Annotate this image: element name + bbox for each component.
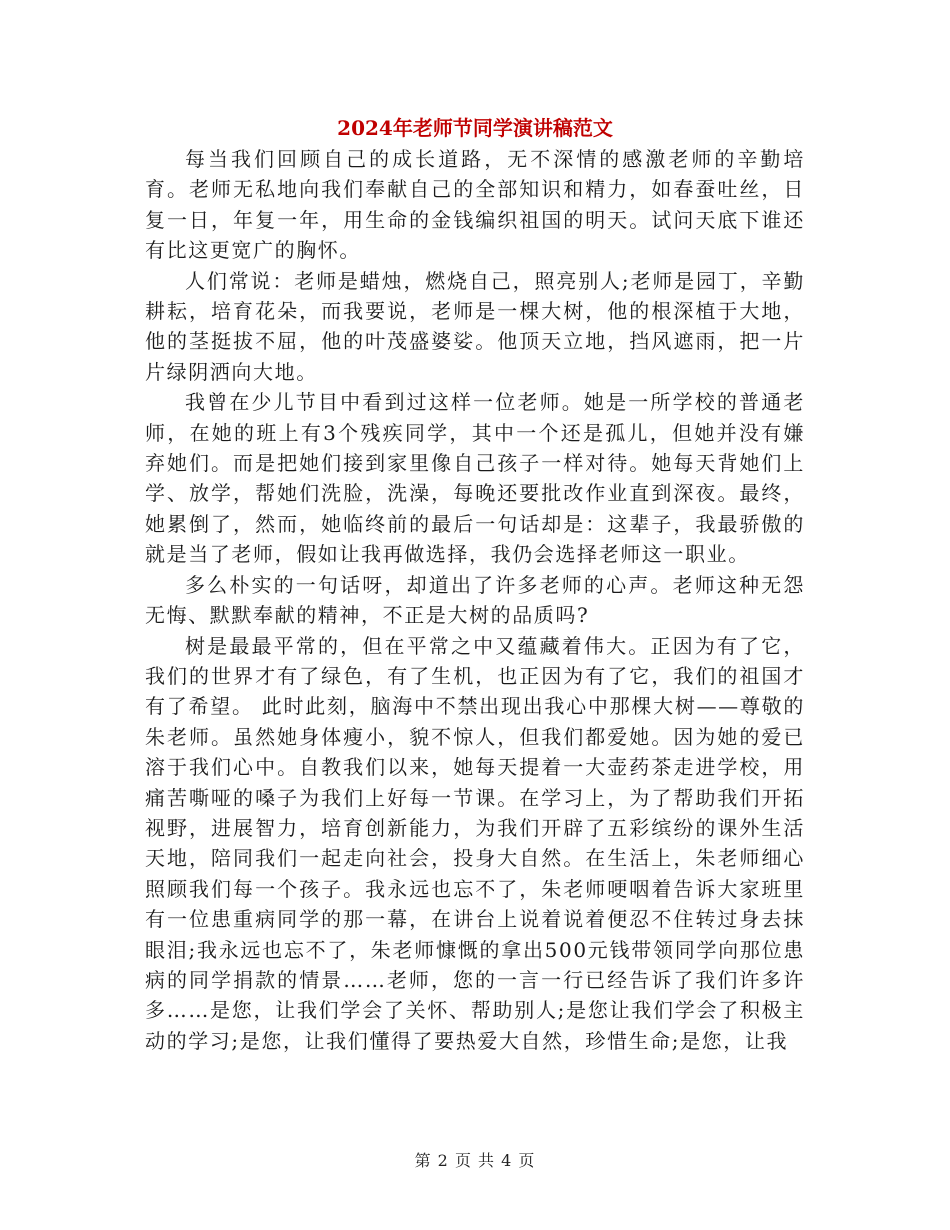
document-body: [145, 144, 805, 1056]
document-title: 2024年老师节同学演讲稿范文: [337, 116, 613, 140]
paragraph-4: 多么朴实的一句话呀，却道出了许多老师的心声。老师这种无怨无悔、默默奉献的精神，不正是大树的品质吗?: [145, 572, 805, 628]
paragraph-3: 我曾在少儿节目中看到过这样一位老师。她是一所学校的普通老师，在她的班上有3个残疾同学，其中一个还是孤儿，但她并没有嫌弃她们。而是把她们接到家里像自己孩子一样对待。她每天背她们上学、放学，帮她们洗脸，洗澡，每晚还要批改作业直到深夜。最终，她累倒了，然而，她临终前的最后一句话却是：这辈子，我最骄傲的就是当了老师，假如让我再做选择，我仍会选择老师这一职业。: [145, 390, 805, 567]
document-page: [145, 0, 805, 1230]
page-footer: [145, 1150, 805, 1172]
page-number: 第 2 页 共 4 页: [414, 1151, 536, 1170]
paragraph-1: 每当我们回顾自己的成长道路，无不深情的感激老师的辛勤培育。老师无私地向我们奉献自己的全部知识和精力，如春蚕吐丝，日复一日，年复一年，用生命的金钱编织祖国的明天。试问天底下谁还有比这更宽广的胸怀。: [145, 147, 805, 263]
paragraph-5: 树是最最平常的，但在平常之中又蕴藏着伟大。正因为有了它，我们的世界才有了绿色，有了生机，也正因为有了它，我们的祖国才有了希望。 此时此刻，脑海中不禁出现出我心中那棵大树——尊敬的朱老师。虽然她身体瘦小，貌不惊人，但我们都爱她。因为她的爱已溶于我们心中。自教我们以来，她每天提着一大壶药茶走进学校，用痛苦嘶哑的嗓子为我们上好每一节课。在学习上，为了帮助我们开拓视野，进展智力，培育创新能力，为我们开辟了五彩缤纷的课外生活天地，陪同我们一起走向社会，投身大自然。在生活上，朱老师细心照顾我们每一个孩子。我永远也忘不了，朱老师哽咽着告诉大家班里有一位患重病同学的那一幕，在讲台上说着说着便忍不住转过身去抹眼泪;我永远也忘不了，朱老师慷慨的拿出500元钱带领同学向那位患病的同学捐款的情景……老师，您的一言一行已经告诉了我们许多许多……是您，让我们学会了关怀、帮助别人;是您让我们学会了积极主动的学习;是您，让我们懂得了要热爱大自然，珍惜生命;是您，让我: [145, 633, 805, 1053]
paragraph-2: 人们常说：老师是蜡烛，燃烧自己，照亮别人;老师是园丁，辛勤耕耘，培育花朵，而我要说，老师是一棵大树，他的根深植于大地，他的茎挺拔不屈，他的叶茂盛婆娑。他顶天立地，挡风遮雨，把一片片绿阴洒向大地。: [145, 268, 805, 384]
